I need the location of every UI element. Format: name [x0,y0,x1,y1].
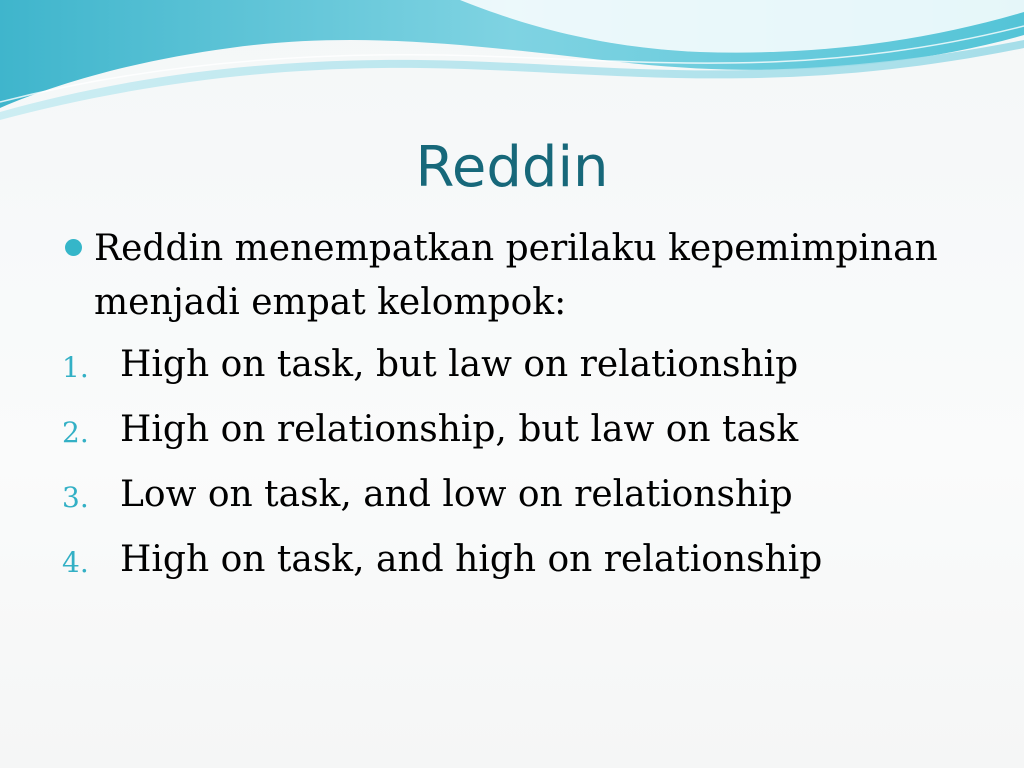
list-number: 2. [62,416,89,449]
bullet-item [62,222,992,330]
list-number: 3. [62,481,89,514]
list-item [62,403,992,457]
bullet-text: Reddin menempatkan perilaku kepemimpinan menjadi empat kelompok: [94,228,938,323]
list-number: 4. [62,546,89,579]
list-item-text: High on task, and high on relationship [120,539,823,580]
list-item [62,533,992,587]
header-wave-decoration [0,0,1024,130]
slide-content [62,222,992,598]
list-item-text: Low on task, and low on relationship [120,474,793,515]
list-number: 1. [62,351,89,384]
list-item-text: High on task, but law on relationship [120,344,799,385]
list-item-text: High on relationship, but law on task [120,409,799,450]
list-item [62,338,992,392]
list-item [62,468,992,522]
bullet-dot-icon [65,239,82,256]
slide-title: Reddin [415,135,609,200]
